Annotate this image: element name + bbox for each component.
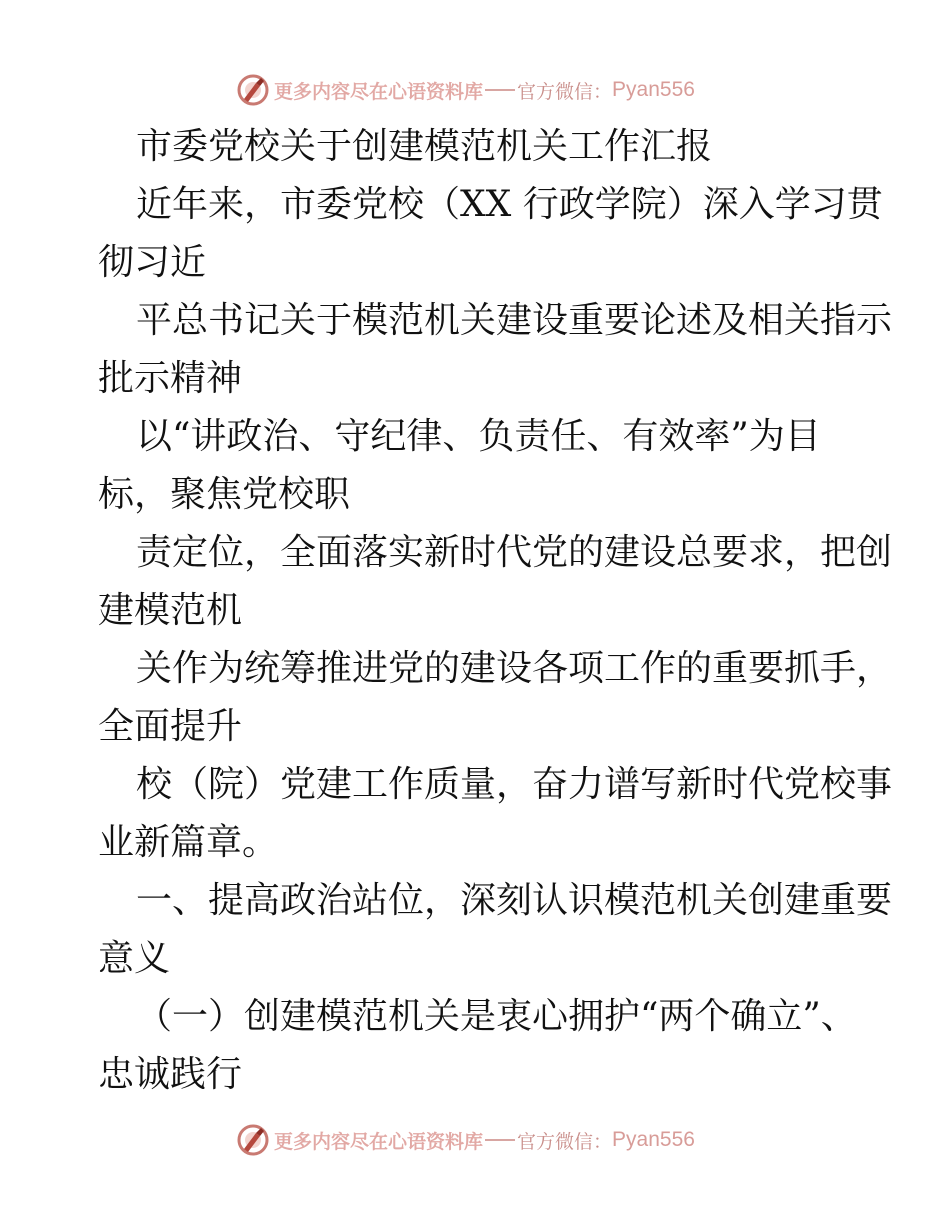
paragraph-line: 业新篇章。: [98, 822, 279, 863]
paragraph-line: 平总书记关于模范机关建设重要论述及相关指示: [136, 300, 893, 341]
watermark-text: 更多内容尽在心语资料库: [274, 1130, 484, 1153]
paragraph-line: 校（院）党建工作质量，奋力谱写新时代党校事: [136, 764, 893, 805]
paragraph-line: 以“讲政治、守纪律、负责任、有效率”为目: [136, 416, 821, 457]
section-heading-line: 一、提高政治站位，深刻认识模范机关创建重要: [136, 880, 893, 921]
stamp-logo-icon: [236, 73, 270, 107]
watermark-banner-top: [236, 73, 695, 107]
paragraph-line: 标，聚焦党校职: [98, 474, 351, 515]
watermark-label: 官方微信：: [517, 80, 613, 103]
paragraph-line: 近年来，市委党校（XX 行政学院）深入学习贯: [136, 184, 883, 225]
watermark-dash: [485, 1139, 515, 1141]
subsection-heading-line: （一）创建模范机关是衷心拥护“两个确立”、: [136, 996, 857, 1037]
paragraph-line: 彻习近: [98, 242, 207, 283]
subsection-heading-line: 忠诚践行: [98, 1054, 243, 1095]
paragraph-line: 责定位，全面落实新时代党的建设总要求，把创: [136, 532, 893, 573]
paragraph-line: 关作为统筹推进党的建设各项工作的重要抓手，: [136, 648, 893, 689]
paragraph-line: 全面提升: [98, 706, 243, 747]
paragraph-line: 批示精神: [98, 358, 243, 399]
watermark-banner-bottom: [236, 1123, 695, 1157]
paragraph-line: 建模范机: [98, 590, 243, 631]
stamp-logo-icon: [236, 1123, 270, 1157]
watermark-id: Pyan556: [612, 1128, 695, 1151]
document-title: 市委党校关于创建模范机关工作汇报: [136, 126, 713, 167]
watermark-text: 更多内容尽在心语资料库: [274, 80, 484, 103]
watermark-label: 官方微信：: [517, 1130, 613, 1153]
section-heading-line: 意义: [98, 938, 171, 979]
watermark-dash: [485, 89, 515, 91]
watermark-id: Pyan556: [612, 78, 695, 101]
